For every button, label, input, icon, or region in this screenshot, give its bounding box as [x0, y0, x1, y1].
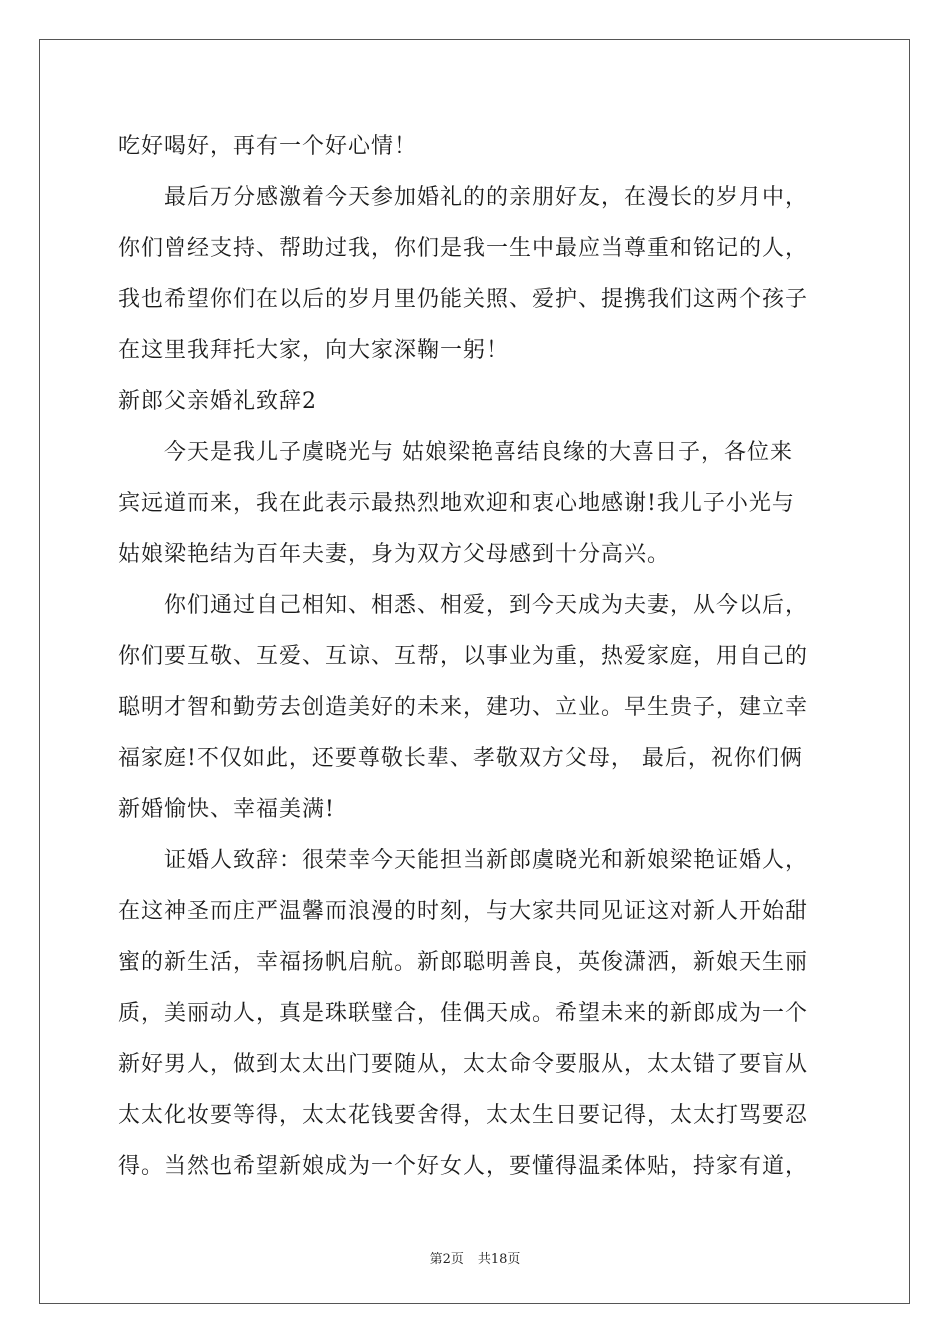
text-line: 新好男人，做到太太出门要随从，太太命令要服从，太太错了要盲从: [118, 1052, 809, 1077]
text-line: 福家庭!不仅如此，还要尊敬长辈、孝敬双方父母， 最后，祝你们俩: [118, 746, 803, 771]
text-line: 蜜的新生活，幸福扬帆启航。新郎聪明善良，英俊潇洒，新娘天生丽: [118, 950, 809, 975]
text-line: 我也希望你们在以后的岁月里仍能关照、爱护、提携我们这两个孩子: [118, 287, 809, 312]
text-line: 在这里我拜托大家，向大家深鞠一躬！: [118, 338, 510, 363]
text-line: 聪明才智和勤劳去创造美好的未来，建功、立业。早生贵子，建立幸: [118, 695, 809, 720]
text-line: 证婚人致辞：很荣幸今天能担当新郎虞晓光和新娘梁艳证婚人，: [164, 848, 809, 873]
total-pages-label: 共18页: [477, 1252, 521, 1267]
text-line: 你们通过自己相知、相悉、相爱，到今天成为夫妻，从今以后，: [164, 593, 809, 618]
text-line: 吃好喝好，再有一个好心情！: [118, 134, 418, 159]
text-line: 宾远道而来，我在此表示最热烈地欢迎和衷心地感谢!我儿子小光与: [118, 491, 795, 516]
text-line: 得。当然也希望新娘成为一个好女人，要懂得温柔体贴，持家有道，: [118, 1154, 809, 1179]
text-line: 姑娘梁艳结为百年夫妻，身为双方父母感到十分高兴。: [118, 542, 671, 567]
text-line: 在这神圣而庄严温馨而浪漫的时刻，与大家共同见证这对新人开始甜: [118, 899, 809, 924]
text-line: 今天是我儿子虞晓光与 姑娘梁艳喜结良缘的大喜日子，各位来: [164, 440, 793, 465]
document-body: [118, 128, 834, 1199]
section-heading: 新郎父亲婚礼致辞2: [118, 389, 317, 414]
text-line: 新婚愉快、幸福美满!: [118, 797, 335, 822]
text-line: 最后万分感激着今天参加婚礼的的亲朋好友，在漫长的岁月中，: [164, 185, 809, 210]
text-line: 你们要互敬、互爱、互谅、互帮，以事业为重，热爱家庭，用自己的: [118, 644, 809, 669]
text-line: 质，美丽动人，真是珠联璧合，佳偶天成。希望未来的新郎成为一个: [118, 1001, 809, 1026]
text-line: 太太化妆要等得，太太花钱要舍得，太太生日要记得，太太打骂要忍: [118, 1103, 809, 1128]
page-footer: [0, 1248, 950, 1267]
text-line: 你们曾经支持、帮助过我，你们是我一生中最应当尊重和铭记的人，: [118, 236, 809, 261]
current-page-label: 第2页: [429, 1252, 464, 1267]
